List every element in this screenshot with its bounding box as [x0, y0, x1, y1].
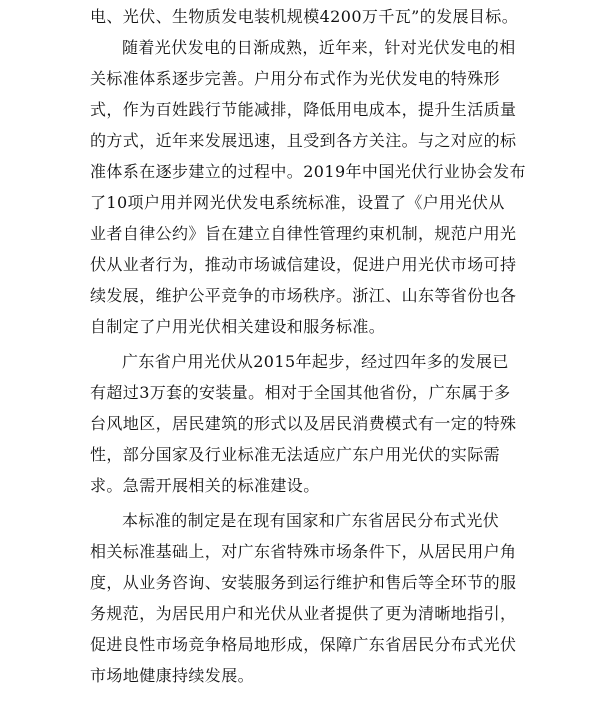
text-line-4: 式，作为百姓践行节能减排，降低用电成本，提升生活质量: [90, 100, 517, 119]
text-line-10: 续发展，维护公平竞争的市场秩序。浙江、山东等省份也各: [90, 286, 517, 305]
text-line-22: 市场地健康持续发展。: [90, 666, 255, 685]
text-line-9: 伏从业者行为，推动市场诚信建设，促进户用光伏市场可持: [90, 255, 517, 274]
text-line-20: 务规范，为居民用户和光伏从业者提供了更为清晰地指引，: [90, 604, 517, 623]
text-line-13: 有超过3万套的安装量。相对于全国其他省份，广东属于多: [90, 383, 511, 402]
text-line-11: 自制定了户用光伏相关建设和服务标准。: [90, 317, 386, 336]
text-line-15: 性，部分国家及行业标准无法适应广东户用光伏的实际需: [90, 445, 501, 464]
text-line-1: 电、光伏、生物质发电装机规模4200万千瓦”的发展目标。: [90, 7, 519, 26]
text-line-5: 的方式，近年来发展迅速，且受到各方关注。与之对应的标: [90, 131, 517, 150]
text-line-14: 台风地区，居民建筑的形式以及居民消费模式有一定的特殊: [90, 414, 517, 433]
text-line-2: 随着光伏发电的日渐成熟，近年来，针对光伏发电的相: [122, 38, 516, 57]
text-line-19: 度，从业务咨询、安装服务到运行维护和售后等全环节的服: [90, 573, 517, 592]
text-line-3: 关标准体系逐步完善。户用分布式作为光伏发电的特殊形: [90, 69, 501, 88]
text-line-16: 求。急需开展相关的标准建设。: [90, 476, 320, 495]
text-line-18: 相关标准基础上，对广东省特殊市场条件下，从居民用户角: [90, 542, 517, 561]
text-line-8: 业者自律公约》旨在建立自律性管理约束机制，规范户用光: [90, 224, 517, 243]
text-line-7: 了10项户用并网光伏发电系统标准，设置了《户用光伏从: [90, 193, 505, 212]
text-line-6: 准体系在逐步建立的过程中。2019年中国光伏行业协会发布: [90, 162, 526, 181]
text-line-17: 本标准的制定是在现有国家和广东省居民分布式光伏: [122, 511, 500, 530]
text-line-12: 广东省户用光伏从2015年起步，经过四年多的发展已: [122, 352, 509, 371]
text-line-21: 促进良性市场竞争格局地形成，保障广东省居民分布式光伏: [90, 635, 517, 654]
